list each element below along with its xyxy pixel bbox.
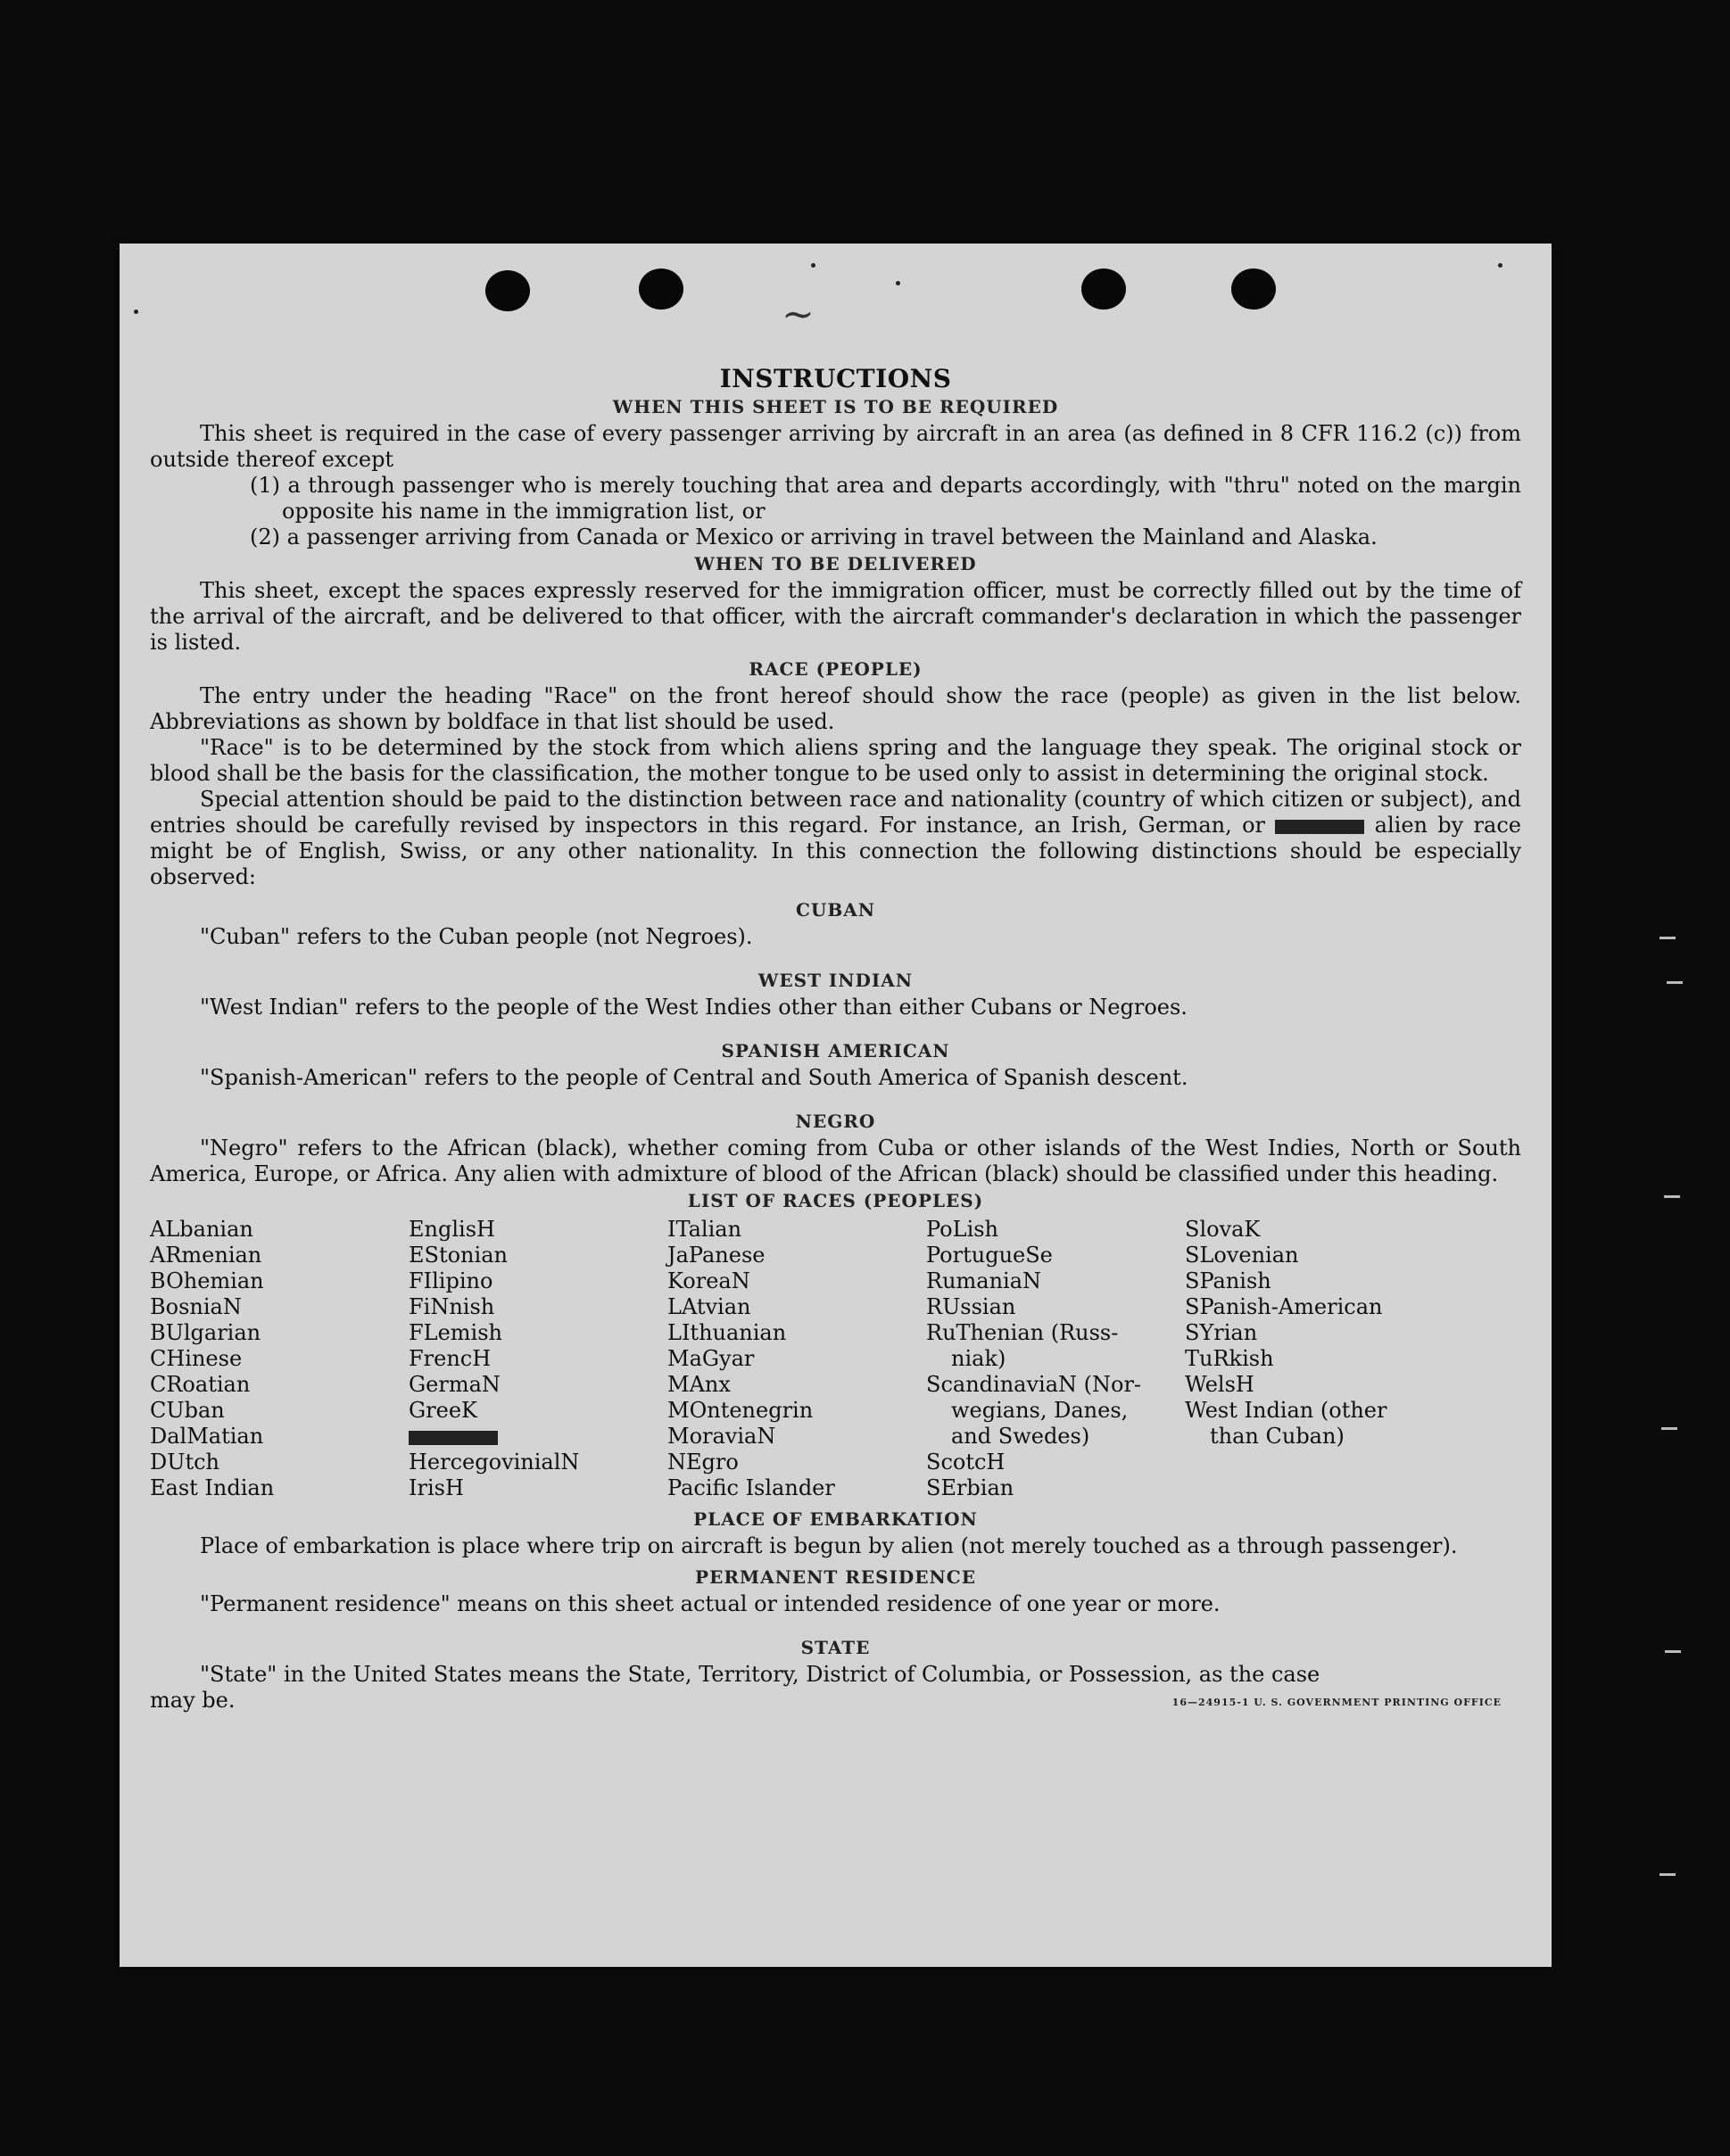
race-item: ALbanian <box>150 1217 253 1242</box>
race-item: SLovenian <box>1185 1243 1299 1268</box>
race-item: GreeK <box>409 1398 477 1423</box>
race-item: FrencH <box>409 1346 492 1371</box>
race-item: JaPanese <box>667 1243 766 1268</box>
punch-hole <box>1231 268 1276 310</box>
speck <box>1498 263 1502 268</box>
race-item: DUtch <box>150 1450 220 1475</box>
paragraph: Place of embarkation is place where trip on aircraft is begun by alien (not merely touched as a through passenger). <box>200 1533 1458 1558</box>
paragraph: The entry under the heading "Race" on the front hereof should show the race (people) as given in the list below. Abbreviations as shown by boldface in that list should be used. <box>150 683 1521 734</box>
race-item: SYrian <box>1185 1320 1258 1345</box>
race-item: LAtvian <box>667 1294 751 1319</box>
race-item: SPanish <box>1185 1268 1271 1293</box>
race-column <box>926 1217 1185 1501</box>
race-item: RUssian <box>926 1294 1016 1319</box>
race-item: BOhemian <box>150 1268 264 1293</box>
paragraph: "West Indian" refers to the people of the West Indies other than either Cubans or Negroes. <box>200 995 1188 1020</box>
section-heading: NEGRO <box>795 1111 876 1132</box>
paragraph: may be. <box>150 1688 236 1713</box>
race-item: KoreaN <box>667 1268 750 1293</box>
final-line <box>150 1688 1521 1714</box>
edge-mark <box>1661 1427 1677 1430</box>
race-column <box>1185 1217 1444 1501</box>
race-list <box>150 1217 1521 1501</box>
edge-mark <box>1660 1873 1676 1876</box>
paragraph-part: Special attention should be paid to the distinction between race and nationality (country of which citizen or subject), and entries should be carefully revised by inspectors in this regard. For instance, an Irish, German, or <box>150 787 1521 838</box>
speck <box>896 281 900 285</box>
race-item-continued: wegians, Danes, <box>951 1398 1129 1423</box>
race-item: ScotcH <box>926 1450 1006 1475</box>
race-item-redacted <box>409 1424 667 1450</box>
race-item: SPanish-American <box>1185 1294 1383 1319</box>
race-item: PortugueSe <box>926 1243 1053 1268</box>
race-item: RumaniaN <box>926 1268 1042 1293</box>
race-item-continued: niak) <box>951 1346 1006 1371</box>
paragraph: "State" in the United States means the State, Territory, District of Columbia, or Possession, as the case <box>200 1662 1320 1687</box>
race-item: WelsH <box>1185 1372 1254 1397</box>
paragraph: "Spanish-American" refers to the people of Central and South America of Spanish descent. <box>200 1065 1188 1090</box>
race-item: CHinese <box>150 1346 243 1371</box>
race-column <box>150 1217 409 1501</box>
race-item: ARmenian <box>150 1243 262 1268</box>
race-item: CUban <box>150 1398 225 1423</box>
instruction-sheet <box>120 244 1552 1967</box>
punch-hole <box>639 268 683 310</box>
race-item: MoraviaN <box>667 1424 776 1449</box>
race-item: GermaN <box>409 1372 501 1397</box>
paragraph: "Cuban" refers to the Cuban people (not Negroes). <box>200 924 753 949</box>
race-item: RuThenian (Russ- <box>926 1320 1119 1345</box>
page-title: INSTRUCTIONS <box>719 364 952 393</box>
race-item: HercegovinialN <box>409 1450 580 1475</box>
race-item: BosniaN <box>150 1294 242 1319</box>
race-item: EnglisH <box>409 1217 495 1242</box>
exception-item: (1) a through passenger who is merely touching that area and departs accordingly, with "thru" noted on the margin opposite his name in the immigration list, or <box>250 473 1521 524</box>
paragraph-part: alien by race might be of English, Swiss, or any other nationality. In this connection the following distinctions should be especially observed: <box>150 813 1521 889</box>
race-item: Pacific Islander <box>667 1475 835 1500</box>
section-heading: CUBAN <box>795 899 876 921</box>
race-item: IrisH <box>409 1475 464 1500</box>
section-heading: SPANISH AMERICAN <box>721 1040 950 1061</box>
sheet-content <box>150 364 1521 1714</box>
race-item: FIlipino <box>409 1268 493 1293</box>
section-heading: LIST OF RACES (PEOPLES) <box>687 1190 984 1211</box>
punch-hole <box>485 270 530 311</box>
race-item-continued: than Cuban) <box>1210 1424 1345 1449</box>
section-heading: PERMANENT RESIDENCE <box>695 1566 976 1588</box>
redaction-mark <box>1275 820 1364 834</box>
speck <box>134 310 138 314</box>
race-item: FLemish <box>409 1320 502 1345</box>
race-item: NEgro <box>667 1450 739 1475</box>
section-heading: WHEN TO BE DELIVERED <box>694 553 977 574</box>
race-item: BUlgarian <box>150 1320 261 1345</box>
race-item: MaGyar <box>667 1346 755 1371</box>
race-item: MAnx <box>667 1372 731 1397</box>
paragraph: "Permanent residence" means on this sheet actual or intended residence of one year or more. <box>200 1591 1221 1616</box>
race-item: FiNnish <box>409 1294 495 1319</box>
edge-mark <box>1665 1650 1681 1653</box>
redaction-mark <box>409 1431 498 1445</box>
race-item: East Indian <box>150 1475 275 1500</box>
race-column <box>667 1217 926 1501</box>
punch-hole <box>1081 268 1126 310</box>
edge-mark <box>1667 981 1683 984</box>
paragraph: "Race" is to be determined by the stock from which aliens spring and the language they speak. The original stock or blood shall be the basis for the classification, the mother tongue to be used only to assist in determining the original stock. <box>150 735 1521 786</box>
section-heading: PLACE OF EMBARKATION <box>693 1508 978 1530</box>
section-heading: WHEN THIS SHEET IS TO BE REQUIRED <box>612 396 1059 417</box>
pen-mark: ~ <box>782 292 815 337</box>
race-item: West Indian (other <box>1185 1398 1387 1423</box>
section-heading: STATE <box>800 1637 871 1658</box>
race-item: MOntenegrin <box>667 1398 814 1423</box>
section-heading: WEST INDIAN <box>757 970 914 991</box>
exception-item: (2) a passenger arriving from Canada or Mexico or arriving in travel between the Mainland and Alaska. <box>250 525 1378 549</box>
section-heading: RACE (PEOPLE) <box>749 658 923 680</box>
race-item: PoLish <box>926 1217 999 1242</box>
race-item-continued: and Swedes) <box>951 1424 1090 1449</box>
race-item: ITalian <box>667 1217 742 1242</box>
race-item: EStonian <box>409 1243 508 1268</box>
race-item: CRoatian <box>150 1372 251 1397</box>
race-item: SErbian <box>926 1475 1014 1500</box>
race-item: SlovaK <box>1185 1217 1261 1242</box>
race-item: LIthuanian <box>667 1320 787 1345</box>
paragraph: This sheet, except the spaces expressly reserved for the immigration officer, must be correctly filled out by the time of the arrival of the aircraft, and be delivered to that officer, with the aircraft commander's declaration in which the passenger is listed. <box>150 578 1521 655</box>
race-column <box>409 1217 667 1501</box>
speck <box>811 263 815 268</box>
edge-mark <box>1660 937 1676 939</box>
race-item: TuRkish <box>1185 1346 1274 1371</box>
printer-code: 16—24915-1 U. S. GOVERNMENT PRINTING OFFICE <box>1171 1697 1502 1708</box>
race-item: DalMatian <box>150 1424 264 1449</box>
edge-mark <box>1664 1195 1680 1198</box>
race-item: ScandinaviaN (Nor- <box>926 1372 1142 1397</box>
paragraph: This sheet is required in the case of every passenger arriving by aircraft in an area (as defined in 8 CFR 116.2 (c)) from outside thereof except <box>150 421 1521 472</box>
paragraph <box>150 787 1521 890</box>
paragraph: "Negro" refers to the African (black), whether coming from Cuba or other islands of the West Indies, North or South America, Europe, or Africa. Any alien with admixture of blood of the African (black) should be classified under this heading. <box>150 1136 1521 1186</box>
